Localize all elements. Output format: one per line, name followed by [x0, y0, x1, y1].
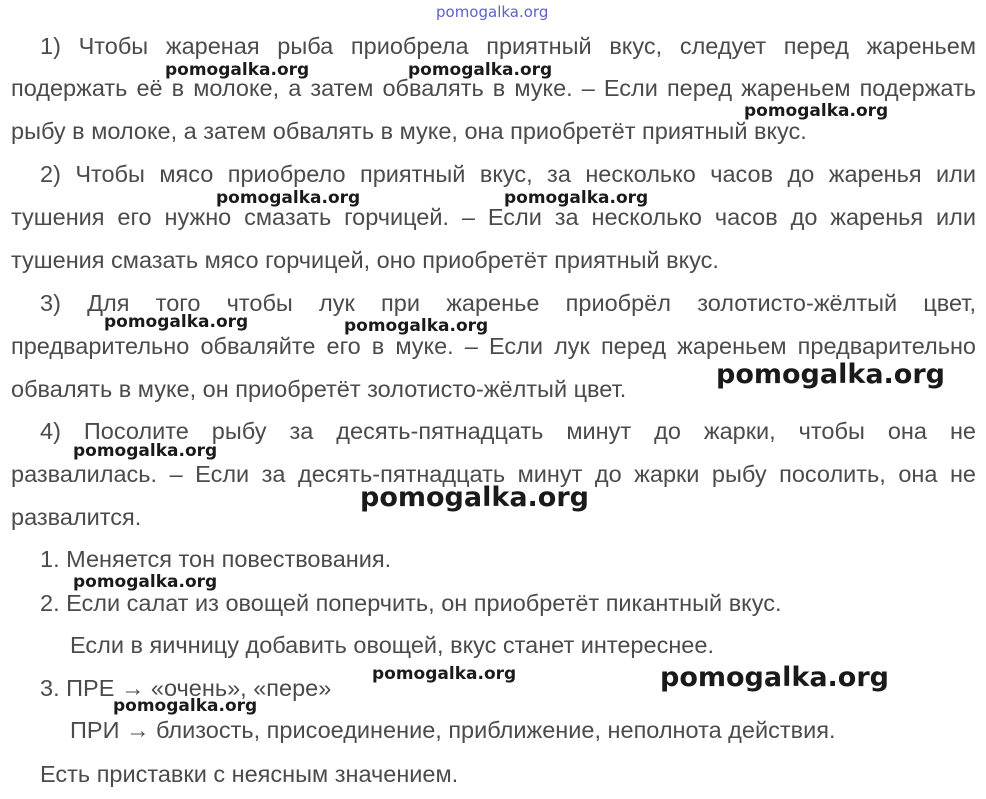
watermark-large: pomogalka.org: [716, 359, 945, 390]
answer-2-example: Если в яичницу добавить овощей, вкус станет интереснее.: [70, 632, 714, 658]
answer-3-pri: ПРИ → близость, присоединение, приближение, неполнота действия.: [70, 717, 836, 743]
watermark: pomogalka.org: [344, 316, 489, 336]
answer-3: 3. ПРЕ → «очень», «пере»: [40, 675, 332, 701]
paragraph-3-line-3: обвалять в муке, он приобретёт золотисто-жёлтый цвет.: [11, 376, 627, 402]
watermark: pomogalka.org: [73, 572, 218, 592]
paragraph-2-line-1: 2) Чтобы мясо приобрело приятный вкус, за несколько часов до жаренья или: [40, 161, 976, 187]
watermark: pomogalka.org: [104, 312, 249, 332]
watermark: pomogalka.org: [372, 664, 517, 684]
watermark: pomogalka.org: [73, 441, 218, 461]
watermark-large: pomogalka.org: [360, 482, 589, 513]
paragraph-2-line-2: тушения его нужно смазать горчицей. – Если за несколько часов до жаренья или: [11, 204, 976, 230]
answer-4: Есть приставки с неясным значением.: [40, 761, 459, 787]
answer-1: 1. Меняется тон повествования.: [40, 546, 392, 572]
watermark-top: pomogalka.org: [436, 3, 549, 21]
paragraph-1-line-2: подержать её в молоке, а затем обвалять в муке. – Если перед жареньем подержать: [11, 75, 976, 101]
paragraph-3-line-2: предварительно обваляйте его в муке. – Если лук перед жареньем предварительно: [11, 333, 976, 359]
paragraph-3-line-1: 3) Для того чтобы лук при жаренье приобрёл золотисто-жёлтый цвет,: [40, 290, 976, 316]
watermark: pomogalka.org: [504, 188, 649, 208]
paragraph-1-line-1: 1) Чтобы жареная рыба приобрела приятный вкус, следует перед жареньем: [40, 33, 976, 59]
watermark: pomogalka.org: [113, 696, 258, 716]
watermark: pomogalka.org: [744, 101, 889, 121]
watermark: pomogalka.org: [216, 188, 361, 208]
answer-2: 2. Если салат из овощей поперчить, он приобретёт пикантный вкус.: [40, 590, 782, 616]
paragraph-4-line-3: развалится.: [11, 504, 142, 530]
watermark: pomogalka.org: [165, 60, 310, 80]
watermark-large: pomogalka.org: [660, 662, 889, 693]
paragraph-2-line-3: тушения смазать мясо горчицей, оно приобретёт приятный вкус.: [11, 247, 719, 273]
paragraph-1-line-3: рыбу в молоке, а затем обвалять в муке, она приобретёт приятный вкус.: [11, 118, 807, 144]
paragraph-4-line-1: 4) Посолите рыбу за десять-пятнадцать минут до жарки, чтобы она не: [40, 418, 976, 444]
watermark: pomogalka.org: [408, 60, 553, 80]
paragraph-4-line-2: развалилась. – Если за десять-пятнадцать минут до жарки рыбу посолить, она не: [11, 461, 976, 487]
